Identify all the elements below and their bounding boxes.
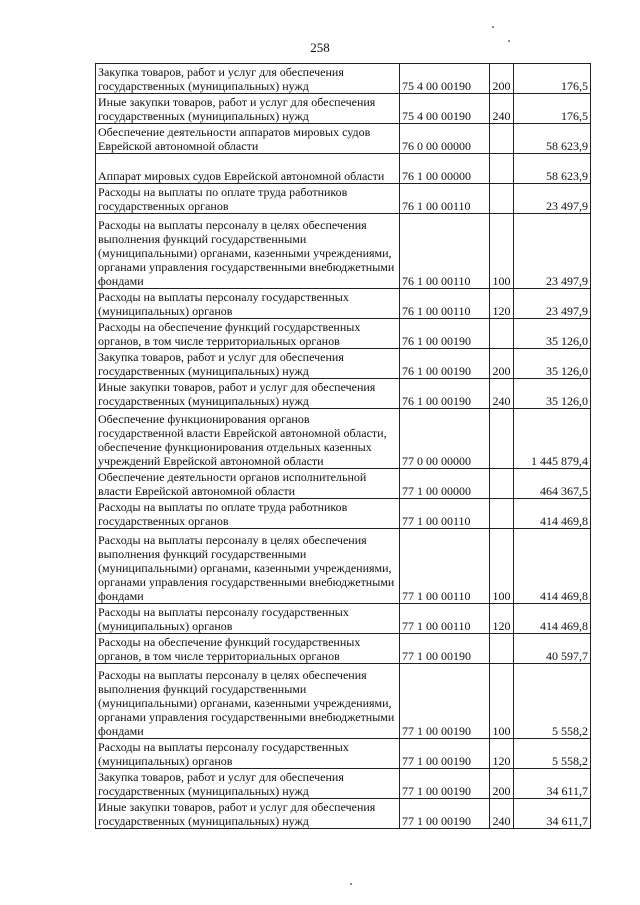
- row-amount: 35 126,0: [514, 319, 591, 349]
- row-description: Расходы на выплаты по оплате труда работников государственных органов: [96, 499, 400, 529]
- row-expense-type-code: 100: [490, 664, 514, 739]
- row-amount: 23 497,9: [514, 184, 591, 214]
- row-description: Расходы на выплаты персоналу государственных (муниципальных) органов: [96, 739, 400, 769]
- row-description: Обеспечение деятельности аппаратов мировых судов Еврейской автономной области: [96, 124, 400, 154]
- row-expense-type-code: 240: [490, 799, 514, 829]
- row-description: Расходы на обеспечение функций государственных органов, в том числе территориальных органов: [96, 319, 400, 349]
- row-expense-type-code: 100: [490, 214, 514, 289]
- table-row: [96, 94, 591, 124]
- table-row: [96, 184, 591, 214]
- row-description: Расходы на выплаты по оплате труда работников государственных органов: [96, 184, 400, 214]
- table-row: [96, 799, 591, 829]
- budget-table-body: [96, 64, 591, 829]
- table-row: [96, 469, 591, 499]
- row-classification-code: 77 1 00 00000: [400, 469, 490, 499]
- row-description: Иные закупки товаров, работ и услуг для обеспечения государственных (муниципальных) нужд: [96, 799, 400, 829]
- table-row: [96, 664, 591, 739]
- table-row: [96, 499, 591, 529]
- scan-speck: [508, 40, 510, 42]
- row-classification-code: 77 1 00 00110: [400, 604, 490, 634]
- row-description: Расходы на выплаты персоналу государственных (муниципальных) органов: [96, 604, 400, 634]
- row-amount: 35 126,0: [514, 349, 591, 379]
- table-row: [96, 289, 591, 319]
- row-description: Закупка товаров, работ и услуг для обеспечения государственных (муниципальных) нужд: [96, 349, 400, 379]
- row-expense-type-code: [490, 124, 514, 154]
- row-expense-type-code: 200: [490, 769, 514, 799]
- row-amount: 5 558,2: [514, 739, 591, 769]
- row-description: Расходы на выплаты персоналу государственных (муниципальных) органов: [96, 289, 400, 319]
- row-amount: 23 497,9: [514, 289, 591, 319]
- row-description: Закупка товаров, работ и услуг для обеспечения государственных (муниципальных) нужд: [96, 64, 400, 94]
- row-expense-type-code: [490, 154, 514, 184]
- row-expense-type-code: [490, 634, 514, 664]
- row-classification-code: 77 1 00 00190: [400, 769, 490, 799]
- row-expense-type-code: [490, 319, 514, 349]
- row-expense-type-code: 120: [490, 604, 514, 634]
- row-classification-code: 77 0 00 00000: [400, 409, 490, 469]
- row-amount: 176,5: [514, 94, 591, 124]
- budget-table: [95, 63, 591, 829]
- row-classification-code: 77 1 00 00190: [400, 634, 490, 664]
- row-description: Аппарат мировых судов Еврейской автономной области: [96, 154, 400, 184]
- row-description: Расходы на выплаты персоналу в целях обеспечения выполнения функций государственными (муниципальными) органами, казенными учреждениями, органами управления государственными внебюджетными фондами: [96, 214, 400, 289]
- row-amount: 414 469,8: [514, 499, 591, 529]
- row-description: Расходы на выплаты персоналу в целях обеспечения выполнения функций государственными (муниципальными) органами, казенными учреждениями, органами управления государственными внебюджетными фондами: [96, 664, 400, 739]
- table-row: [96, 634, 591, 664]
- table-row: [96, 604, 591, 634]
- row-amount: 35 126,0: [514, 379, 591, 409]
- scan-speck: [492, 26, 494, 28]
- row-classification-code: 77 1 00 00110: [400, 499, 490, 529]
- row-classification-code: 76 0 00 00000: [400, 124, 490, 154]
- row-expense-type-code: 120: [490, 289, 514, 319]
- row-amount: 23 497,9: [514, 214, 591, 289]
- row-description: Расходы на обеспечение функций государственных органов, в том числе территориальных органов: [96, 634, 400, 664]
- row-classification-code: 76 1 00 00190: [400, 349, 490, 379]
- row-amount: 58 623,9: [514, 124, 591, 154]
- row-expense-type-code: 200: [490, 64, 514, 94]
- row-amount: 40 597,7: [514, 634, 591, 664]
- row-expense-type-code: 240: [490, 94, 514, 124]
- row-expense-type-code: [490, 499, 514, 529]
- row-expense-type-code: 200: [490, 349, 514, 379]
- row-classification-code: 76 1 00 00190: [400, 319, 490, 349]
- row-amount: 34 611,7: [514, 799, 591, 829]
- row-classification-code: 75 4 00 00190: [400, 94, 490, 124]
- table-row: [96, 379, 591, 409]
- table-row: [96, 409, 591, 469]
- row-expense-type-code: 240: [490, 379, 514, 409]
- row-expense-type-code: 120: [490, 739, 514, 769]
- row-description: Обеспечение функционирования органов государственной власти Еврейской автономной области, обеспечение функционирования отдельных казенных учреждений Еврейской автономной области: [96, 409, 400, 469]
- row-classification-code: 77 1 00 00190: [400, 739, 490, 769]
- row-amount: 1 445 879,4: [514, 409, 591, 469]
- row-classification-code: 76 1 00 00190: [400, 379, 490, 409]
- row-classification-code: 77 1 00 00190: [400, 799, 490, 829]
- row-description: Закупка товаров, работ и услуг для обеспечения государственных (муниципальных) нужд: [96, 769, 400, 799]
- row-expense-type-code: [490, 184, 514, 214]
- row-description: Иные закупки товаров, работ и услуг для обеспечения государственных (муниципальных) нужд: [96, 94, 400, 124]
- table-row: [96, 214, 591, 289]
- table-row: [96, 154, 591, 184]
- row-classification-code: 76 1 00 00110: [400, 184, 490, 214]
- row-classification-code: 76 1 00 00110: [400, 214, 490, 289]
- table-row: [96, 529, 591, 604]
- row-classification-code: 75 4 00 00190: [400, 64, 490, 94]
- table-row: [96, 739, 591, 769]
- row-expense-type-code: [490, 469, 514, 499]
- row-amount: 464 367,5: [514, 469, 591, 499]
- row-amount: 58 623,9: [514, 154, 591, 184]
- row-amount: 414 469,8: [514, 604, 591, 634]
- table-row: [96, 64, 591, 94]
- table-row: [96, 124, 591, 154]
- row-classification-code: 77 1 00 00190: [400, 664, 490, 739]
- row-amount: 414 469,8: [514, 529, 591, 604]
- row-classification-code: 76 1 00 00110: [400, 289, 490, 319]
- table-row: [96, 349, 591, 379]
- row-description: Расходы на выплаты персоналу в целях обеспечения выполнения функций государственными (муниципальными) органами, казенными учреждениями, органами управления государственными внебюджетными фондами: [96, 529, 400, 604]
- row-amount: 5 558,2: [514, 664, 591, 739]
- row-description: Обеспечение деятельности органов исполнительной власти Еврейской автономной области: [96, 469, 400, 499]
- row-amount: 176,5: [514, 64, 591, 94]
- table-row: [96, 319, 591, 349]
- scan-speck: [350, 883, 352, 885]
- row-description: Иные закупки товаров, работ и услуг для обеспечения государственных (муниципальных) нужд: [96, 379, 400, 409]
- table-row: [96, 769, 591, 799]
- row-classification-code: 76 1 00 00000: [400, 154, 490, 184]
- row-classification-code: 77 1 00 00110: [400, 529, 490, 604]
- row-expense-type-code: [490, 409, 514, 469]
- row-expense-type-code: 100: [490, 529, 514, 604]
- row-amount: 34 611,7: [514, 769, 591, 799]
- page-number: 258: [310, 40, 330, 55]
